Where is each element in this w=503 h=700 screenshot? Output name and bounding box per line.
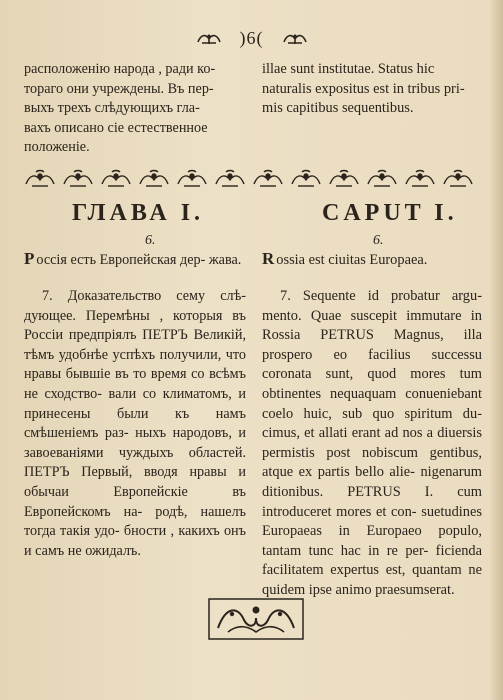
paragraph-7-russian: 7. Доказательство сему слѣ- дующее. Перемѣны , которыя въ Россіи предпріялъ ПЕТРЪ Великій, тѣмъ удобнѣе успѣхъ получили, что нравы бывшіе въ то время со всѣмъ не сходство- вали со климатомъ, и принесены были къ намъ смѣшеніемъ раз- ныхъ народовъ, и завоеваніями чуждыхъ областей. ПЕТРЪ Первый, вводя нравы и обычаи Европейскіе въ Европейскомъ на- родѣ, нашелъ тогда такія удо- бности , какихъ онъ и самъ не ожидалъ.	[24, 288, 246, 559]
text-line: mis capitibus sequentibus.	[262, 100, 414, 117]
chapter-title-latin: CAPUT I.	[322, 200, 458, 226]
chapter-title-russian: ГЛАВА I.	[72, 200, 205, 226]
drop-initial: R	[262, 249, 275, 268]
text-line: расположенію народа , ради ко-	[24, 61, 216, 77]
paragraph-6-latin	[262, 249, 482, 271]
left-header-ornament-icon	[196, 32, 222, 46]
right-header-ornament-icon	[282, 32, 308, 46]
tailpiece-ornament-icon	[208, 598, 304, 640]
paragraph-6-russian	[24, 249, 246, 271]
page-number: )6(	[239, 28, 264, 48]
page-shadow	[489, 0, 503, 700]
section-number-left: 6.	[145, 233, 156, 248]
text-line: illae sunt institutae. Status hic	[262, 61, 435, 77]
drop-initial: Р	[24, 249, 35, 268]
text-line: тораго они учреждены. Въ пер-	[24, 80, 214, 97]
top-left-text	[24, 60, 246, 158]
top-right-text	[262, 60, 482, 119]
text-line: положеніе.	[24, 139, 90, 156]
text-line: вахъ описано сіе естественное	[24, 119, 208, 136]
paragraph-text: ossia est ciuitas Europaea.	[276, 252, 428, 268]
paragraph-7-latin: 7. Sequente id probatur argu- mento. Quae suscepit immutare in Rossia PETRUS Magnus, illa prospero eo facilius successu coronata sunt, quod mores tum obtinentes nequaquam conueniebant coelo huic, sub quo spiritum du- cimus, et allati erant ad nos a diuersis permistis post nobiscum gentibus, atque ex partis bello alie- nigenarum ditionibus. PETRUS I. cum introduceret mores et con- suetudines Europaeas in Europaeo populo, tantam tunc hac in re per- ficienda facilitatem expertus est, quantam ne quidem ipse animo praesumserat.	[262, 288, 482, 598]
text-line: выхъ трехъ слѣдующихъ гла-	[24, 100, 200, 117]
section-number-right: 6.	[373, 233, 384, 248]
paragraph-text: оссія есть Европейская дер- жава.	[36, 252, 242, 268]
page-header	[0, 28, 503, 50]
text-line: naturalis expositus est in tribus pri-	[262, 80, 465, 97]
ornamental-band-icon	[24, 168, 484, 190]
